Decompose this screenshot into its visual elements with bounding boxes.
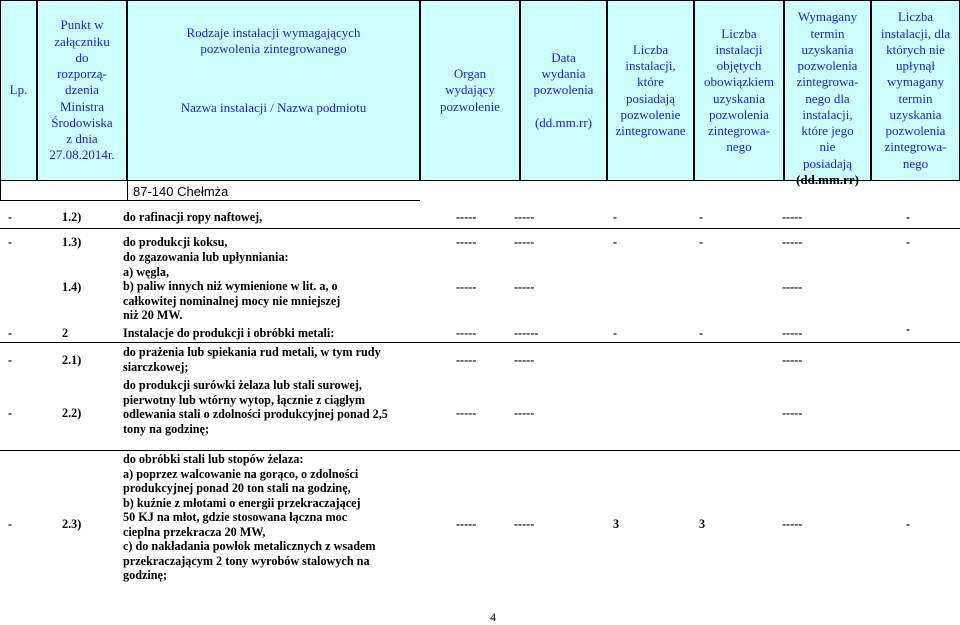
row-description-line: a) poprzez walcowanie na gorąco, o zdolności: [123, 466, 359, 481]
row-organ: -----: [456, 280, 477, 294]
row-description-line: cieplna przekracza 20 MW,: [123, 524, 266, 539]
header-line: instalacji, dla: [880, 25, 951, 41]
row-liczba-posiadaja: -: [613, 210, 618, 224]
header-line: zintegrowa-: [796, 74, 859, 90]
header-line: pozwolenia: [709, 106, 769, 122]
row-liczba-obowiazkiem: -: [699, 210, 704, 224]
header-line: termin: [810, 25, 845, 41]
header-liczba-uplynal: [871, 0, 960, 181]
row-organ: -----: [456, 235, 477, 249]
header-line: [534, 99, 594, 115]
header-line: które jego: [801, 123, 854, 138]
row-organ: -----: [456, 517, 477, 531]
row-organ: -----: [456, 326, 477, 340]
header-line: które: [637, 74, 664, 90]
row-data-wydania: -----: [514, 517, 535, 531]
row-description-line: do produkcji koksu,: [123, 235, 228, 249]
row-data-wydania: -----: [514, 235, 535, 249]
row-divider: [0, 342, 960, 343]
row-description-line: b) paliw innych niż wymienione w lit. a, o: [123, 279, 338, 293]
row-description-line: do rafinacji ropy naftowej,: [123, 210, 263, 224]
header-line: których nie: [886, 41, 945, 57]
row-lp: -: [8, 210, 13, 224]
header-line: wydania: [541, 66, 586, 82]
header-line: rozporzą-: [57, 66, 107, 82]
row-description-line: a) węgla,: [123, 264, 170, 279]
row-description-line: niż 20 MW.: [123, 308, 183, 322]
header-line: zintegrowa-: [707, 123, 771, 138]
header-line: Wymagany: [797, 9, 858, 25]
row-liczba-obowiazkiem: -: [699, 326, 704, 340]
subheader-left: [0, 181, 127, 201]
header-line: wydający: [445, 82, 495, 98]
row-lp: -: [8, 235, 13, 249]
row-divider: [0, 228, 960, 229]
header-line: z dnia: [66, 131, 98, 147]
row-liczba-uplynal: -: [906, 517, 911, 531]
row-description-line: godzinę;: [123, 568, 168, 582]
row-punkt: 2.3): [62, 517, 82, 531]
header-line: uzyskania: [801, 41, 854, 57]
header-line: posiadają: [625, 90, 676, 106]
row-organ: -----: [456, 210, 477, 224]
row-description-line: siarczkowej;: [123, 359, 189, 374]
row-wymagany-termin: -----: [782, 326, 803, 340]
header-line: (dd.mm.rr): [534, 114, 593, 130]
row-lp: -: [8, 406, 13, 420]
header-lp: [0, 0, 37, 181]
header-line: uzyskania: [889, 106, 942, 122]
row-data-wydania: -----: [514, 353, 535, 367]
header-line: 27.08.2014r.: [49, 147, 115, 163]
subheader-unit: (dd.mm.rr): [796, 172, 859, 187]
header-line: Data: [551, 49, 576, 65]
header-line: pozwolenie: [440, 98, 500, 114]
row-divider: [0, 450, 960, 451]
row-punkt: 2.2): [62, 406, 82, 420]
row-lp: -: [8, 517, 13, 531]
header-line: termin: [898, 90, 933, 106]
row-lp: -: [8, 326, 13, 340]
row-liczba-uplynal: -: [906, 235, 911, 249]
header-line: Liczba: [897, 9, 934, 25]
row-description-line: odlewania stali o zdolności produkcyjnej ponad 2,5: [123, 407, 388, 421]
row-wymagany-termin: -----: [782, 210, 803, 224]
row-wymagany-termin: -----: [782, 406, 803, 420]
row-data-wydania: ------: [514, 326, 539, 340]
header-line: Liczba: [632, 41, 669, 57]
row-description-line: 50 KJ na młot, gdzie stosowana łączna moc: [123, 510, 348, 524]
row-description-line: tony na godzinę;: [123, 421, 209, 436]
header-line: instalacji,: [625, 58, 676, 73]
header-line: pozwolenie: [620, 106, 681, 122]
header-lp-text: Lp.: [9, 82, 28, 98]
row-liczba-obowiazkiem: -: [699, 235, 704, 249]
header-wymagany-termin: [784, 0, 871, 181]
row-description-line: przekraczającym 2 tony wyrobów stalowych na: [123, 553, 370, 568]
header-liczba-obowiazkiem: [694, 0, 784, 181]
header-line: pozwolenia zintegrowanego: [200, 41, 347, 57]
row-wymagany-termin: -----: [782, 280, 803, 294]
header-line: Liczba: [721, 25, 757, 41]
row-punkt: 1.2): [62, 210, 82, 224]
header-line: wymagany: [886, 74, 945, 90]
header-line: nie: [819, 139, 836, 155]
header-line: instalacji,: [802, 106, 853, 122]
header-line: nego: [902, 155, 929, 171]
row-description-line: Instalacje do produkcji i obróbki metali:: [123, 326, 335, 340]
row-organ: -----: [456, 353, 477, 367]
header-line: posiadają: [802, 155, 853, 171]
row-data-wydania: -----: [514, 280, 535, 294]
row-liczba-posiadaja: -: [613, 235, 618, 249]
row-liczba-obowiazkiem: 3: [699, 517, 706, 531]
header-line: Rodzaje instalacji wymagających: [186, 25, 361, 40]
header-line: załączniku: [54, 33, 110, 49]
row-liczba-posiadaja: -: [613, 326, 618, 340]
row-wymagany-termin: -----: [782, 353, 803, 367]
row-description-line: b) kuźnie z młotami o energii przekraczającej: [123, 495, 361, 510]
row-punkt: 1.4): [62, 280, 82, 294]
header-line: upłynął: [896, 58, 935, 73]
row-liczba-uplynal: -: [906, 322, 911, 336]
row-organ: -----: [456, 406, 477, 420]
header-line: obowiązkiem: [703, 74, 775, 90]
header-line: Organ: [453, 66, 487, 82]
row-wymagany-termin: -----: [782, 235, 803, 249]
row-description-line: pierwotny lub wtórny wytop, łącznie z ciągłym: [123, 392, 366, 407]
header-line: Ministra: [59, 98, 105, 114]
row-description-line: produkcyjnej ponad 20 ton stali na godzinę,: [123, 481, 351, 495]
row-punkt: 2.1): [62, 353, 82, 367]
header-line: nego: [726, 139, 752, 155]
row-description-line: do produkcji surówki żelaza lub stali surowej,: [123, 378, 362, 392]
header-line: pozwolenia: [797, 58, 858, 73]
header-line: objętych: [716, 58, 762, 73]
row-description-line: do zgazowania lub upłynniania:: [123, 250, 289, 264]
header-punkt: [37, 0, 127, 181]
header-liczba-posiadaja: [607, 0, 694, 181]
header-line: instalacji: [715, 41, 763, 57]
header-nazwa-label: Nazwa instalacji / Nazwa podmiotu: [180, 99, 367, 115]
header-line: uzyskania: [713, 90, 765, 106]
row-lp: -: [8, 353, 13, 367]
header-line: zintegrowa-: [884, 139, 947, 155]
row-data-wydania: -----: [514, 406, 535, 420]
header-line: zintegrowane: [615, 123, 686, 138]
header-organ: [420, 0, 520, 181]
header-line: nego dla: [805, 90, 850, 106]
header-line: pozwolenia: [885, 123, 946, 138]
row-wymagany-termin: -----: [782, 517, 803, 531]
header-line: Środowiska: [51, 114, 113, 130]
header-line: pozwolenia: [533, 82, 594, 98]
header-data-wydania: [520, 0, 607, 181]
header-line: do: [75, 49, 89, 65]
row-description-line: całkowitej nominalnej mocy nie mniejszej: [123, 293, 341, 308]
header-line: Punkt w: [60, 17, 104, 33]
row-description-line: c) do nakładania powłok metalicznych z wsadem: [123, 539, 376, 553]
row-description-line: do obróbki stali lub stopów żelaza:: [123, 452, 304, 466]
subheader-address: 87-140 Chełmża: [127, 181, 420, 201]
header-rodzaje: [127, 0, 420, 181]
row-punkt: 2: [62, 326, 69, 340]
header-line: dzenia: [65, 82, 99, 98]
row-description-line: do prażenia lub spiekania rud metali, w tym rudy: [123, 345, 381, 359]
row-data-wydania: -----: [514, 210, 535, 224]
row-punkt: 1.3): [62, 235, 82, 249]
page-number: 4: [490, 610, 496, 624]
row-liczba-posiadaja: 3: [613, 517, 620, 531]
row-liczba-uplynal: -: [906, 210, 911, 224]
